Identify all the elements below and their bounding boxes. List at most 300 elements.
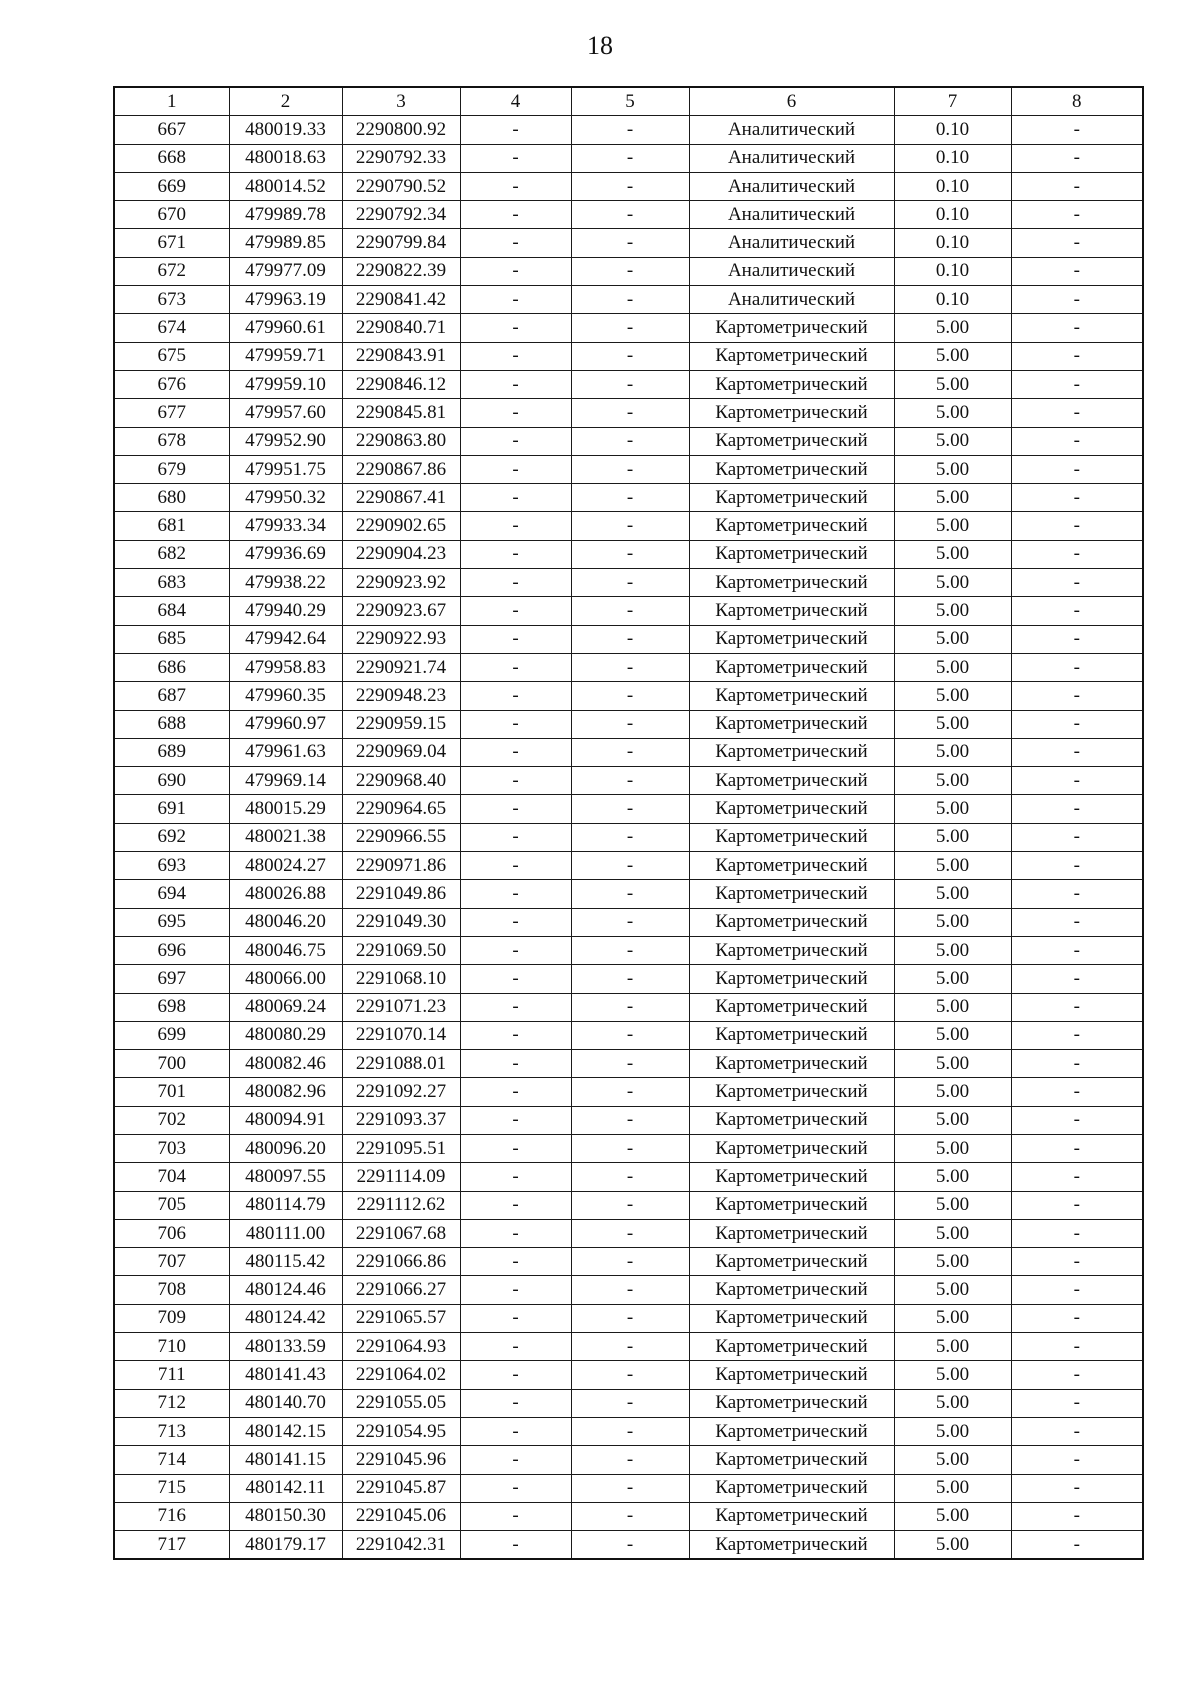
table-row	[114, 484, 1143, 512]
table-cell-col-7: 5.00	[894, 1531, 1011, 1560]
table-cell-col-1: 679	[114, 455, 229, 483]
table-cell-col-8: -	[1011, 540, 1143, 568]
table-cell-col-3: 2290969.04	[342, 738, 460, 766]
table-cell-col-2: 479989.85	[229, 229, 342, 257]
table-cell-col-8: -	[1011, 936, 1143, 964]
table-cell-col-1: 706	[114, 1219, 229, 1247]
table-cell-col-7: 5.00	[894, 540, 1011, 568]
coordinates-table	[113, 86, 1144, 1560]
table-cell-col-7: 5.00	[894, 1389, 1011, 1417]
table-cell-col-7: 5.00	[894, 682, 1011, 710]
table-cell-col-4: -	[460, 1163, 571, 1191]
table-row	[114, 908, 1143, 936]
table-cell-col-5: -	[571, 370, 689, 398]
table-cell-col-6: Картометрический	[689, 880, 894, 908]
table-cell-col-4: -	[460, 965, 571, 993]
table-cell-col-3: 2290948.23	[342, 682, 460, 710]
table-cell-col-4: -	[460, 795, 571, 823]
table-cell-col-1: 708	[114, 1276, 229, 1304]
table-cell-col-3: 2290921.74	[342, 653, 460, 681]
table-cell-col-5: -	[571, 116, 689, 144]
table-cell-col-2: 480115.42	[229, 1248, 342, 1276]
table-cell-col-5: -	[571, 1021, 689, 1049]
table-row	[114, 710, 1143, 738]
table-cell-col-5: -	[571, 314, 689, 342]
table-cell-col-2: 480141.15	[229, 1446, 342, 1474]
table-cell-col-4: -	[460, 738, 571, 766]
table-cell-col-7: 5.00	[894, 1361, 1011, 1389]
table-cell-col-5: -	[571, 965, 689, 993]
table-cell-col-8: -	[1011, 1050, 1143, 1078]
table-row	[114, 427, 1143, 455]
table-cell-col-3: 2291088.01	[342, 1050, 460, 1078]
table-cell-col-1: 712	[114, 1389, 229, 1417]
table-cell-col-7: 5.00	[894, 1446, 1011, 1474]
page-number: 18	[587, 31, 613, 60]
table-cell-col-4: -	[460, 540, 571, 568]
table-cell-col-3: 2291054.95	[342, 1417, 460, 1445]
table-cell-col-8: -	[1011, 965, 1143, 993]
table-cell-col-5: -	[571, 880, 689, 908]
table-cell-col-7: 5.00	[894, 880, 1011, 908]
table-cell-col-7: 0.10	[894, 201, 1011, 229]
table-cell-col-8: -	[1011, 1163, 1143, 1191]
table-cell-col-3: 2291069.50	[342, 936, 460, 964]
table-cell-col-6: Аналитический	[689, 172, 894, 200]
table-cell-col-2: 480014.52	[229, 172, 342, 200]
table-cell-col-1: 710	[114, 1333, 229, 1361]
table-cell-col-8: -	[1011, 314, 1143, 342]
table-cell-col-3: 2291045.96	[342, 1446, 460, 1474]
table-cell-col-5: -	[571, 201, 689, 229]
table-cell-col-3: 2291045.06	[342, 1502, 460, 1530]
table-cell-col-3: 2290971.86	[342, 852, 460, 880]
table-cell-col-4: -	[460, 314, 571, 342]
table-cell-col-5: -	[571, 682, 689, 710]
table-cell-col-2: 479936.69	[229, 540, 342, 568]
table-cell-col-1: 671	[114, 229, 229, 257]
table-cell-col-1: 684	[114, 597, 229, 625]
table-cell-col-5: -	[571, 823, 689, 851]
table-cell-col-4: -	[460, 1078, 571, 1106]
table-cell-col-3: 2291067.68	[342, 1219, 460, 1247]
table-cell-col-5: -	[571, 1474, 689, 1502]
table-row	[114, 993, 1143, 1021]
table-cell-col-2: 480082.96	[229, 1078, 342, 1106]
table-cell-col-4: -	[460, 370, 571, 398]
table-cell-col-5: -	[571, 455, 689, 483]
table-cell-col-1: 682	[114, 540, 229, 568]
table-cell-col-8: -	[1011, 1446, 1143, 1474]
table-cell-col-1: 716	[114, 1502, 229, 1530]
table-cell-col-1: 667	[114, 116, 229, 144]
column-header-2: 2	[229, 87, 342, 116]
table-cell-col-3: 2291066.86	[342, 1248, 460, 1276]
table-cell-col-8: -	[1011, 767, 1143, 795]
table-cell-col-6: Картометрический	[689, 1078, 894, 1106]
table-cell-col-6: Аналитический	[689, 201, 894, 229]
table-row	[114, 257, 1143, 285]
table-cell-col-3: 2290843.91	[342, 342, 460, 370]
table-cell-col-5: -	[571, 936, 689, 964]
table-cell-col-8: -	[1011, 993, 1143, 1021]
table-cell-col-7: 5.00	[894, 936, 1011, 964]
column-header-6: 6	[689, 87, 894, 116]
table-cell-col-7: 5.00	[894, 342, 1011, 370]
table-row	[114, 653, 1143, 681]
table-cell-col-4: -	[460, 144, 571, 172]
table-cell-col-2: 480066.00	[229, 965, 342, 993]
table-cell-col-3: 2290923.67	[342, 597, 460, 625]
table-cell-col-5: -	[571, 625, 689, 653]
table-cell-col-8: -	[1011, 1021, 1143, 1049]
table-cell-col-2: 480141.43	[229, 1361, 342, 1389]
table-cell-col-7: 5.00	[894, 1219, 1011, 1247]
table-row	[114, 144, 1143, 172]
table-row	[114, 314, 1143, 342]
table-cell-col-4: -	[460, 484, 571, 512]
table-cell-col-2: 479952.90	[229, 427, 342, 455]
table-cell-col-5: -	[571, 1389, 689, 1417]
table-cell-col-1: 698	[114, 993, 229, 1021]
table-cell-col-4: -	[460, 625, 571, 653]
table-cell-col-7: 5.00	[894, 484, 1011, 512]
table-row	[114, 738, 1143, 766]
table-cell-col-5: -	[571, 144, 689, 172]
table-cell-col-2: 480019.33	[229, 116, 342, 144]
table-cell-col-2: 479969.14	[229, 767, 342, 795]
table-cell-col-6: Картометрический	[689, 1502, 894, 1530]
table-cell-col-5: -	[571, 1531, 689, 1560]
table-cell-col-6: Картометрический	[689, 1417, 894, 1445]
table-cell-col-7: 5.00	[894, 1248, 1011, 1276]
table-row	[114, 1219, 1143, 1247]
table-cell-col-1: 674	[114, 314, 229, 342]
table-cell-col-4: -	[460, 1502, 571, 1530]
table-cell-col-6: Картометрический	[689, 795, 894, 823]
table-cell-col-1: 668	[114, 144, 229, 172]
table-cell-col-7: 5.00	[894, 1276, 1011, 1304]
table-cell-col-3: 2290792.33	[342, 144, 460, 172]
table-cell-col-5: -	[571, 484, 689, 512]
table-cell-col-5: -	[571, 653, 689, 681]
table-cell-col-7: 0.10	[894, 257, 1011, 285]
table-cell-col-3: 2291049.86	[342, 880, 460, 908]
table-cell-col-2: 479938.22	[229, 569, 342, 597]
table-cell-col-3: 2291093.37	[342, 1106, 460, 1134]
table-row	[114, 852, 1143, 880]
table-cell-col-1: 690	[114, 767, 229, 795]
table-row	[114, 1050, 1143, 1078]
table-row	[114, 512, 1143, 540]
table-cell-col-6: Картометрический	[689, 342, 894, 370]
table-row	[114, 936, 1143, 964]
table-cell-col-5: -	[571, 852, 689, 880]
table-cell-col-2: 479963.19	[229, 286, 342, 314]
table-cell-col-6: Аналитический	[689, 286, 894, 314]
table-cell-col-5: -	[571, 1248, 689, 1276]
table-cell-col-8: -	[1011, 710, 1143, 738]
table-cell-col-4: -	[460, 286, 571, 314]
table-cell-col-7: 5.00	[894, 767, 1011, 795]
table-cell-col-2: 480142.11	[229, 1474, 342, 1502]
table-cell-col-2: 479933.34	[229, 512, 342, 540]
table-row	[114, 370, 1143, 398]
table-cell-col-1: 689	[114, 738, 229, 766]
table-cell-col-6: Картометрический	[689, 823, 894, 851]
table-cell-col-8: -	[1011, 597, 1143, 625]
table-cell-col-4: -	[460, 257, 571, 285]
table-cell-col-8: -	[1011, 484, 1143, 512]
table-row	[114, 1531, 1143, 1560]
table-cell-col-4: -	[460, 710, 571, 738]
table-cell-col-2: 480124.42	[229, 1304, 342, 1332]
table-cell-col-1: 703	[114, 1134, 229, 1162]
table-cell-col-7: 5.00	[894, 314, 1011, 342]
table-cell-col-8: -	[1011, 1134, 1143, 1162]
table-cell-col-8: -	[1011, 427, 1143, 455]
table-cell-col-2: 479960.97	[229, 710, 342, 738]
table-cell-col-7: 5.00	[894, 908, 1011, 936]
table-cell-col-3: 2290964.65	[342, 795, 460, 823]
table-cell-col-4: -	[460, 1333, 571, 1361]
table-cell-col-7: 0.10	[894, 229, 1011, 257]
table-cell-col-6: Картометрический	[689, 1474, 894, 1502]
table-cell-col-6: Картометрический	[689, 1304, 894, 1332]
table-cell-col-3: 2290840.71	[342, 314, 460, 342]
table-cell-col-4: -	[460, 1446, 571, 1474]
table-cell-col-3: 2291095.51	[342, 1134, 460, 1162]
column-header-1: 1	[114, 87, 229, 116]
table-cell-col-3: 2290863.80	[342, 427, 460, 455]
table-cell-col-6: Картометрический	[689, 908, 894, 936]
column-header-3: 3	[342, 87, 460, 116]
table-cell-col-1: 691	[114, 795, 229, 823]
table-cell-col-6: Картометрический	[689, 1389, 894, 1417]
table-cell-col-8: -	[1011, 1333, 1143, 1361]
table-row	[114, 1191, 1143, 1219]
table-cell-col-8: -	[1011, 455, 1143, 483]
table-cell-col-3: 2291114.09	[342, 1163, 460, 1191]
table-cell-col-4: -	[460, 1361, 571, 1389]
table-cell-col-5: -	[571, 1304, 689, 1332]
table-cell-col-3: 2291045.87	[342, 1474, 460, 1502]
table-cell-col-7: 5.00	[894, 569, 1011, 597]
table-cell-col-8: -	[1011, 1502, 1143, 1530]
table-row	[114, 1417, 1143, 1445]
table-cell-col-3: 2290792.34	[342, 201, 460, 229]
table-cell-col-5: -	[571, 229, 689, 257]
table-cell-col-4: -	[460, 201, 571, 229]
table-cell-col-2: 479959.71	[229, 342, 342, 370]
table-cell-col-1: 714	[114, 1446, 229, 1474]
table-cell-col-8: -	[1011, 823, 1143, 851]
table-header-row	[114, 87, 1143, 116]
table-cell-col-2: 480096.20	[229, 1134, 342, 1162]
table-row	[114, 229, 1143, 257]
table-cell-col-4: -	[460, 682, 571, 710]
table-cell-col-4: -	[460, 880, 571, 908]
table-cell-col-1: 715	[114, 1474, 229, 1502]
table-cell-col-2: 480026.88	[229, 880, 342, 908]
table-row	[114, 823, 1143, 851]
table-cell-col-8: -	[1011, 908, 1143, 936]
table-cell-col-3: 2290902.65	[342, 512, 460, 540]
table-cell-col-8: -	[1011, 1191, 1143, 1219]
table-cell-col-7: 5.00	[894, 625, 1011, 653]
table-cell-col-2: 479950.32	[229, 484, 342, 512]
table-cell-col-5: -	[571, 1361, 689, 1389]
table-cell-col-6: Картометрический	[689, 936, 894, 964]
table-cell-col-8: -	[1011, 229, 1143, 257]
table-cell-col-5: -	[571, 1446, 689, 1474]
table-cell-col-2: 480021.38	[229, 823, 342, 851]
table-cell-col-8: -	[1011, 512, 1143, 540]
table-cell-col-1: 686	[114, 653, 229, 681]
table-cell-col-4: -	[460, 767, 571, 795]
table-cell-col-7: 0.10	[894, 172, 1011, 200]
table-row	[114, 399, 1143, 427]
table-cell-col-4: -	[460, 569, 571, 597]
table-cell-col-4: -	[460, 1417, 571, 1445]
table-cell-col-5: -	[571, 597, 689, 625]
table-cell-col-3: 2291065.57	[342, 1304, 460, 1332]
table-cell-col-8: -	[1011, 399, 1143, 427]
table-cell-col-1: 677	[114, 399, 229, 427]
table-cell-col-6: Аналитический	[689, 144, 894, 172]
table-cell-col-1: 688	[114, 710, 229, 738]
table-cell-col-8: -	[1011, 738, 1143, 766]
table-cell-col-6: Картометрический	[689, 484, 894, 512]
table-cell-col-8: -	[1011, 172, 1143, 200]
table-cell-col-1: 680	[114, 484, 229, 512]
table-cell-col-5: -	[571, 540, 689, 568]
table-cell-col-6: Картометрический	[689, 399, 894, 427]
table-cell-col-5: -	[571, 908, 689, 936]
table-cell-col-4: -	[460, 1021, 571, 1049]
table-cell-col-4: -	[460, 229, 571, 257]
table-cell-col-3: 2290922.93	[342, 625, 460, 653]
table-row	[114, 1333, 1143, 1361]
table-cell-col-3: 2291066.27	[342, 1276, 460, 1304]
table-cell-col-1: 702	[114, 1106, 229, 1134]
table-cell-col-4: -	[460, 1050, 571, 1078]
table-cell-col-1: 709	[114, 1304, 229, 1332]
table-cell-col-2: 479958.83	[229, 653, 342, 681]
table-cell-col-7: 5.00	[894, 512, 1011, 540]
table-cell-col-1: 693	[114, 852, 229, 880]
table-cell-col-5: -	[571, 1502, 689, 1530]
table-cell-col-5: -	[571, 512, 689, 540]
table-cell-col-6: Картометрический	[689, 1106, 894, 1134]
table-cell-col-4: -	[460, 908, 571, 936]
table-cell-col-6: Аналитический	[689, 229, 894, 257]
table-row	[114, 342, 1143, 370]
table-cell-col-2: 479961.63	[229, 738, 342, 766]
table-cell-col-1: 699	[114, 1021, 229, 1049]
table-cell-col-2: 479942.64	[229, 625, 342, 653]
table-cell-col-8: -	[1011, 370, 1143, 398]
table-cell-col-7: 5.00	[894, 1078, 1011, 1106]
table-cell-col-1: 701	[114, 1078, 229, 1106]
table-cell-col-3: 2290845.81	[342, 399, 460, 427]
table-cell-col-8: -	[1011, 1474, 1143, 1502]
table-cell-col-4: -	[460, 1219, 571, 1247]
table-cell-col-4: -	[460, 1191, 571, 1219]
table-cell-col-4: -	[460, 653, 571, 681]
table-cell-col-5: -	[571, 1106, 689, 1134]
table-cell-col-4: -	[460, 1531, 571, 1560]
table-cell-col-4: -	[460, 852, 571, 880]
table-cell-col-3: 2290800.92	[342, 116, 460, 144]
table-cell-col-3: 2290968.40	[342, 767, 460, 795]
table-cell-col-1: 681	[114, 512, 229, 540]
table-cell-col-5: -	[571, 1219, 689, 1247]
table-cell-col-3: 2290923.92	[342, 569, 460, 597]
table-row	[114, 1389, 1143, 1417]
table-cell-col-2: 480179.17	[229, 1531, 342, 1560]
table-row	[114, 201, 1143, 229]
table-cell-col-4: -	[460, 1248, 571, 1276]
table-cell-col-4: -	[460, 172, 571, 200]
table-row	[114, 455, 1143, 483]
table-cell-col-8: -	[1011, 286, 1143, 314]
table-cell-col-8: -	[1011, 1304, 1143, 1332]
table-cell-col-6: Картометрический	[689, 1276, 894, 1304]
table-cell-col-6: Картометрический	[689, 540, 894, 568]
table-cell-col-3: 2290867.41	[342, 484, 460, 512]
table-cell-col-4: -	[460, 936, 571, 964]
table-cell-col-2: 480150.30	[229, 1502, 342, 1530]
table-cell-col-5: -	[571, 1134, 689, 1162]
table-cell-col-7: 5.00	[894, 965, 1011, 993]
table-cell-col-8: -	[1011, 201, 1143, 229]
table-cell-col-1: 705	[114, 1191, 229, 1219]
table-cell-col-4: -	[460, 1276, 571, 1304]
table-cell-col-1: 717	[114, 1531, 229, 1560]
table-row	[114, 1276, 1143, 1304]
table-cell-col-2: 479989.78	[229, 201, 342, 229]
table-row	[114, 569, 1143, 597]
table-cell-col-5: -	[571, 569, 689, 597]
table-cell-col-6: Аналитический	[689, 116, 894, 144]
table-cell-col-2: 480024.27	[229, 852, 342, 880]
table-cell-col-4: -	[460, 512, 571, 540]
table-cell-col-7: 5.00	[894, 1021, 1011, 1049]
table-cell-col-5: -	[571, 767, 689, 795]
table-cell-col-6: Картометрический	[689, 852, 894, 880]
table-cell-col-8: -	[1011, 1417, 1143, 1445]
table-cell-col-1: 673	[114, 286, 229, 314]
table-cell-col-2: 480046.75	[229, 936, 342, 964]
table-cell-col-6: Картометрический	[689, 427, 894, 455]
table-cell-col-1: 700	[114, 1050, 229, 1078]
table-cell-col-5: -	[571, 257, 689, 285]
table-cell-col-1: 676	[114, 370, 229, 398]
table-cell-col-2: 480046.20	[229, 908, 342, 936]
table-cell-col-8: -	[1011, 569, 1143, 597]
table-cell-col-7: 5.00	[894, 455, 1011, 483]
table-cell-col-7: 5.00	[894, 427, 1011, 455]
table-cell-col-4: -	[460, 116, 571, 144]
table-cell-col-3: 2290799.84	[342, 229, 460, 257]
table-cell-col-7: 0.10	[894, 144, 1011, 172]
table-cell-col-6: Картометрический	[689, 370, 894, 398]
table-cell-col-4: -	[460, 597, 571, 625]
table-cell-col-3: 2290841.42	[342, 286, 460, 314]
table-cell-col-3: 2290867.86	[342, 455, 460, 483]
table-row	[114, 540, 1143, 568]
